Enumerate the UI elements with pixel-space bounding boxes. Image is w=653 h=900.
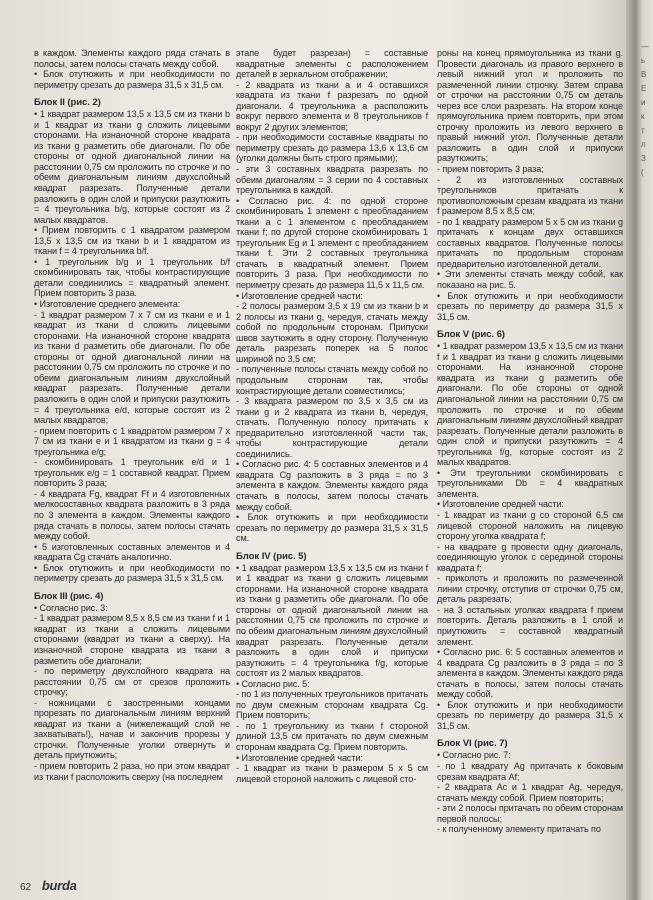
bullet-paragraph: • Согласно рис. 4: 5 составных элементов и 4 квадрата Cg разложить в 3 ряда = по 3 элемента в каждом. Элементы каждого ряда стачать в полосы, затем полосы стачать между собой. xyxy=(236,459,428,512)
instruction-paragraph: - прием повторить с 1 квадратом размером 7 х 7 см из ткани e и 1 квадратом из ткани g = 4 треугольника e/g; xyxy=(34,425,230,457)
instruction-paragraph: - прием повторить 3 раза; xyxy=(437,164,544,175)
instruction-paragraph: роны на конец прямоугольника из ткани g. Провести диагональ из правого верхнего в левый нижний угол и проложить по размеченной линии строчку. Затем справа от строчки на расстоянии 0,75 см деталь через все слои разрезать. На втором конце прямоугольника прием повторить, при этом строчку проложить из левого верхнего в правый нижний угол. Полученные детали разложить в один слой и припуски разутюжить; xyxy=(437,48,623,164)
edge-fragment: л xyxy=(641,140,646,149)
bullet-paragraph: • Блок отутюжить и при необходимости срезать по периметру до размера 31,5 х 31,5 см. xyxy=(437,700,623,732)
bullet-paragraph: • 5 изготовленных составных элементов и 4 квадрата Cg стачать аналогично. xyxy=(34,542,230,563)
bullet-paragraph: • Блок отутюжить и при необходимости по периметру срезать до размера 31,5 х 31,5 см. xyxy=(34,563,230,584)
bullet-paragraph: • Блок отутюжить и при необходимости срезать по периметру до размера 31,5 х 31,5 см. xyxy=(236,512,428,544)
bullet-paragraph: • 1 квадрат размером 13,5 х 13,5 см из ткани f и 1 квадрат из ткани g сложить лицевыми сторонами. На изнаночной стороне квадрата из ткани g разметить обе диагонали. По обе стороны от одной диагональной линии на расстоянии 0,75 см проложить по строчке и по обеим диагональным линиям двухслойный квадрат разрезать. Полученные детали разложить в один слой и припуски разутюжить = 4 треугольника f/g, которые состоят из 2 малых квадратов. xyxy=(437,341,623,468)
instruction-paragraph: этапе будет разрезан) = составные квадратные элементы с расположением деталей в зеркальном отображении; xyxy=(236,48,428,80)
bullet-paragraph: • Изготовление средней части: xyxy=(236,291,428,302)
instruction-paragraph: - к полученному элементу притачать по xyxy=(437,824,601,835)
bullet-paragraph: • Согласно рис. 4: по одной стороне скомбинировать 1 элемент с преобладанием ткани a с 1 элементом с преобладанием ткани f; по другой стороне скомбинировать 1 треугольник Eg и 1 элемент с преобладанием ткани f. Эти 2 составных треугольника стачать в квадратный элемент. Прием повторить 3 раза. При необходимости по периметру срезать до размера 11,5 х 11,5 см. xyxy=(236,196,428,291)
block-heading: Блок II (рис. 2) xyxy=(34,97,101,109)
instruction-paragraph: - по 1 квадрату размером 5 х 5 см из ткани g притачать к концам двух оставшихся составных квадратов. Полученные полосы притачать по продольным сторонам предварительно изготовленной детали. xyxy=(437,216,623,269)
block-heading: Блок VI (рис. 7) xyxy=(437,738,508,750)
text-column-middle xyxy=(236,48,428,784)
burda-logo: burda xyxy=(41,878,77,893)
edge-fragment: к xyxy=(641,112,645,121)
edge-fragment: и xyxy=(641,98,646,107)
instruction-paragraph: - на квадрате g провести одну диагональ, соединяющую уголок с серединой стороны квадрата f; xyxy=(437,541,623,573)
edge-fragment: — xyxy=(641,42,649,51)
bullet-paragraph: • Изготовление средней части: xyxy=(437,499,623,510)
instruction-paragraph: - 1 квадрат из ткани g со стороной 6,5 см лицевой стороной наложить на лицевую сторону уголка квадрата f; xyxy=(437,509,623,542)
next-page-edge-text xyxy=(641,40,653,180)
page-footer xyxy=(20,878,77,893)
edge-fragment: З xyxy=(641,154,646,163)
block-heading: Блок V (рис. 6) xyxy=(437,329,505,341)
instruction-paragraph: - 2 квадрата Ac и 1 квадрат Ag, чередуя, стачать между собой. Прием повторить; xyxy=(437,782,623,803)
instruction-paragraph: - 1 квадрат из ткани b размером 5 х 5 см лицевой стороной наложить с лицевой сто- xyxy=(236,763,428,784)
instruction-paragraph: - скомбинировать 1 треугольник e/d и 1 треугольник e/g = 1 составной квадрат. Прием повторить 3 раза; xyxy=(34,457,230,489)
block-heading: Блок IV (рис. 5) xyxy=(236,550,307,562)
block-heading: Блок III (рис. 4) xyxy=(34,590,104,602)
bullet-paragraph: • Согласно рис. 7: xyxy=(437,750,623,761)
bullet-paragraph: • 1 квадрат размером 13,5 х 13,5 см из ткани b и 1 квадрат из ткани g сложить лицевыми сторонами. На изнаночной стороне квадрата из ткани g разметить обе диагонали. По обе стороны от одной диагональной линии на расстоянии 0,75 см проложить по строчке и по обеим диагональным линиям двухслойный квадрат разрезать. Полученные детали разложить в один слой и припуски разутюжить = 4 треугольника b/g, которые состоят из 2 малых квадратов. xyxy=(34,109,230,225)
bullet-paragraph: • Согласно рис. 3: xyxy=(34,603,230,614)
bullet-paragraph: • 1 треугольник b/g и 1 треугольник b/f скомбинировать так, чтобы контрастирующие детали соединились = квадратный элемент. Прием повторить 3 раза. xyxy=(34,257,230,299)
text-column-right xyxy=(437,48,623,835)
bullet-paragraph: • 1 квадрат размером 13,5 х 13,5 см из ткани f и 1 квадрат из ткани g сложить лицевыми сторонами. На изнаночной стороне квадрата из ткани g разметить обе диагонали. По обе стороны от одной диагональной линии на расстоянии 0,75 см проложить по строчке и по обеим диагональным линиям двухслойный квадрат разрезать. Полученные детали разложить в один слой и припуски разутюжить = 4 треугольника f/g, которые состоят из 2 малых квадратов. xyxy=(236,563,428,679)
instruction-paragraph: - по 1 квадрату Ag притачать к боковым срезам квадрата Af; xyxy=(437,761,623,782)
bullet-paragraph: • Эти элементы стачать между собой, как показано на рис. 5. xyxy=(437,269,623,290)
bullet-paragraph: • Изготовление средней части: xyxy=(236,753,428,764)
bullet-paragraph: • Изготовление среднего элемента: xyxy=(34,299,230,310)
instruction-paragraph: - полученные полосы стачать между собой по продольным сторонам так, чтобы контрастирующие детали совместились; xyxy=(236,364,428,396)
instruction-paragraph: - при необходимости составные квадраты по периметру срезать до размера 13,6 х 13,6 см (уголки должны быть строго прямыми); xyxy=(236,132,428,164)
instruction-paragraph: - 2 из изготовленных составных треугольников притачать к противоположным срезам квадрата из ткани f размером 8,5 х 8,5 см; xyxy=(437,174,623,217)
edge-fragment: т xyxy=(641,126,645,135)
text-column-left xyxy=(34,48,230,782)
instruction-paragraph: - ножницами с заостренными концами прорезать по диагональным линиям верхний квадрат из ткани a (нижележащий слой не захватывать!), начав и закончив прорезы у строчки. Полученные уголки отвернуть и деталь приутюжить; xyxy=(34,697,230,761)
instruction-paragraph: - эти 3 составных квадрата разрезать по обеим диагоналям = 3 серии по 4 составных треугольника в каждой. xyxy=(236,164,428,196)
instruction-paragraph: - по 1 треугольнику из ткани f стороной длиной 13,5 см притачать по двум смежным сторонам квадрата Cg. Прием повторить. xyxy=(236,720,428,752)
instruction-paragraph: - 3 квадрата размером по 3,5 х 3,5 см из ткани g и 2 квадрата из ткани b, чередуя, стачать. Полученную полосу притачать к предварительно изготовленной части так, чтобы контрастирующие детали соединились. xyxy=(236,396,428,459)
edge-fragment: В xyxy=(641,70,647,79)
instruction-paragraph: - 1 квадрат размером 8,5 х 8,5 см из ткани f и 1 квадрат из ткани a сложить лицевыми сторонами (квадрат из ткани a сверху). На изнаночной стороне квадрата из ткани a разметить обе диагонали; xyxy=(34,613,230,666)
edge-fragment: ь xyxy=(641,56,646,65)
instruction-paragraph: - 4 квадрата Fg, квадрат Ff и 4 изготовленных мелкосоставных квадрата разложить в 3 ряда по 3 элемента в каждом. Элементы каждого ряда стачать в полосы, затем полосы стачать между собой. xyxy=(34,488,230,542)
bullet-paragraph: • Блок отутюжить и при необходимости по периметру срезать до размера 31,5 х 31,5 см. xyxy=(34,69,230,90)
instruction-paragraph: - по 1 из полученных треугольников притачать по двум смежным сторонам квадрата Cg. Прием повторить; xyxy=(236,689,428,721)
instruction-paragraph: - 2 квадрата из ткани a и 4 оставшихся квадрата из ткани f разрезать по одной диагонали. 4 треугольника a расположить вокруг первого элемента и 8 треугольников f вокруг 2 других элементов; xyxy=(236,79,428,132)
instruction-paragraph: - прием повторить 2 раза, но при этом квадрат из ткани f расположить сверху (на последнем xyxy=(34,761,230,782)
instruction-paragraph: - приколоть и проложить по размеченной линии строчку, отступив от строчки 0,75 см, деталь разрезать; xyxy=(437,573,623,605)
instruction-paragraph: - по периметру двухслойного квадрата на расстоянии 0,75 см от срезов проложить строчку; xyxy=(34,666,230,698)
instruction-paragraph: - эти 2 полосы притачать по обеим сторонам первой полосы; xyxy=(437,803,623,824)
page-number: 62 xyxy=(20,882,32,893)
instruction-paragraph: - 1 квадрат размером 7 х 7 см из ткани e и 1 квадрат из ткани d сложить лицевыми сторонами. На изнаночной стороне квадрата из ткани d разметить обе диагонали. По обе стороны от одной диагональной линии на расстоянии 0,75 см проложить по строчке и по обеим диагональным линиям двухслойный квадрат разрезать. Полученные детали разложить в один слой и припуски разутюжить = 4 треугольника e/d, которые состоят из 2 малых квадратов; xyxy=(34,309,230,426)
instruction-paragraph: - на 3 остальных уголках квадрата f прием повторить. Деталь разложить в 1 слой и приутюжить = составной квадратный элемент. xyxy=(437,604,623,647)
bullet-paragraph: • Прием повторить с 1 квадратом размером 13,5 х 13,5 см из ткани b и 1 квадратом из ткани f = 4 треугольника b/f. xyxy=(34,225,230,257)
instruction-paragraph: - 2 полосы размером 3,5 х 19 см из ткани b и 2 полосы из ткани g, чередуя, стачать между собой по продольным сторонам. Припуски швов заутюжить в одну сторону. Полученную деталь разрезать поперек на 5 полос шириной по 3,5 см; xyxy=(236,301,428,364)
bullet-paragraph: • Согласно рис. 6: 5 составных элементов и 4 квадрата Cg разложить в 3 ряда = по 3 элемента в каждом. Элементы каждого ряда стачать в полосы, затем полосы стачать между собой. xyxy=(437,647,623,700)
bullet-paragraph: • Согласно рис. 5: xyxy=(236,679,428,690)
instruction-paragraph: в каждом. Элементы каждого ряда стачать в полосы, затем полосы стачать между собой. xyxy=(34,48,230,69)
bullet-paragraph: • Эти треугольники скомбинировать с треугольниками Db = 4 квадратных элемента. xyxy=(437,468,623,500)
edge-fragment: Е xyxy=(641,84,647,93)
bullet-paragraph: • Блок отутюжить и при необходимости срезать по периметру до размера 31,5 х 31,5 см. xyxy=(437,291,623,323)
edge-fragment: ( xyxy=(641,168,644,177)
